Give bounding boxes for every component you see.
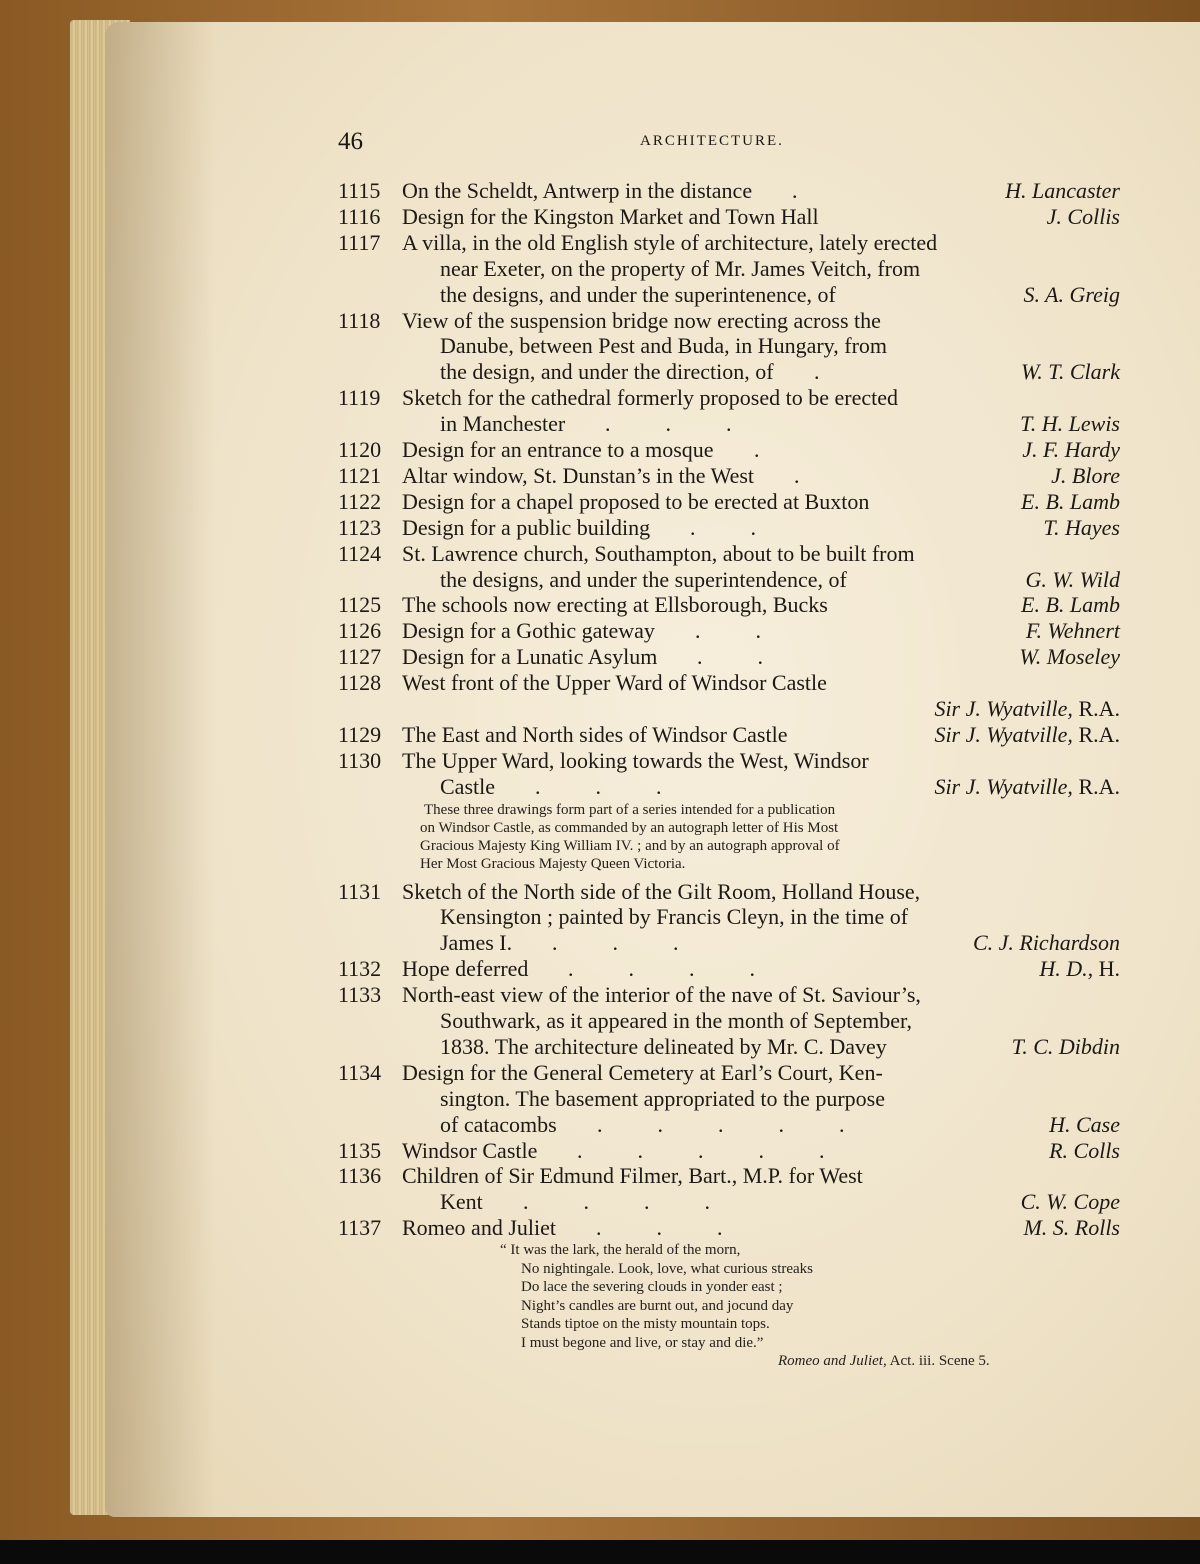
entry-title-text: View of the suspension bridge now erecting across the xyxy=(402,307,881,333)
entry-number: 1123 xyxy=(338,514,382,540)
leader-dots: . . . xyxy=(605,411,732,437)
entry-title-text: Southwark, as it appeared in the month of September, xyxy=(440,1008,913,1034)
leader-dots: . . . xyxy=(535,773,662,799)
entry-title-text: the designs, and under the superintenence, of xyxy=(440,281,836,307)
entry-title-text: Design for the General Cemetery at Earl’s Court, Ken- xyxy=(402,1059,883,1085)
author-name: E. B. Lamb xyxy=(1021,592,1120,618)
page-number: 46 xyxy=(338,128,363,155)
entry-number: 1115 xyxy=(338,178,381,203)
entry-line xyxy=(338,618,1120,644)
entry-number: 1129 xyxy=(338,721,382,747)
verse-line: Stands tiptoe on the misty mountain tops. xyxy=(521,1316,770,1333)
entry-line xyxy=(338,670,1120,696)
entry-line xyxy=(338,567,1120,593)
entry-line xyxy=(338,308,1120,334)
citation-title: Romeo and Juliet, xyxy=(778,1353,887,1370)
entry-line xyxy=(338,333,1120,359)
entry-line xyxy=(338,1215,1120,1241)
entry-number: 1128 xyxy=(338,670,382,696)
leader-dots: . . . xyxy=(552,930,679,956)
author-name: H. D., xyxy=(1039,956,1094,982)
entry-line xyxy=(338,1060,1120,1086)
author-name: Sir J. Wyatville, xyxy=(934,721,1073,747)
entry-author xyxy=(1012,1034,1120,1060)
entry-author xyxy=(1047,204,1120,230)
entry-number: 1117 xyxy=(338,229,381,255)
author-name: C. J. Richardson xyxy=(972,930,1120,956)
author-name: J. F. Hardy xyxy=(1022,437,1120,462)
entry-author xyxy=(1022,437,1120,463)
entry-author xyxy=(934,696,1120,722)
author-suffix: R.A. xyxy=(1078,773,1120,799)
entry-title-text: Design for a Lunatic Asylum xyxy=(402,644,658,670)
entry-title-text: in Manchester xyxy=(440,411,566,437)
note-line: Gracious Majesty King William IV. ; and by an autograph approval of xyxy=(420,837,840,854)
entry-line xyxy=(338,1086,1120,1112)
entry-line xyxy=(338,644,1120,670)
running-title: ARCHITECTURE. xyxy=(640,133,784,149)
entry-author xyxy=(1019,644,1120,670)
entry-number: 1137 xyxy=(338,1215,382,1241)
entry-author xyxy=(1049,1138,1120,1164)
entry-author xyxy=(1026,618,1120,644)
leader-dots: . . xyxy=(695,618,761,644)
entry-title-text: Romeo and Juliet xyxy=(402,1215,556,1241)
entry-number: 1125 xyxy=(338,592,382,618)
entry-title-text: The Upper Ward, looking towards the West, Windsor xyxy=(402,747,869,773)
leader-dots: . . xyxy=(690,514,756,540)
entry-title-text: St. Lawrence church, Southampton, about to be built from xyxy=(402,540,915,566)
entry-number: 1122 xyxy=(338,488,382,514)
entry-line xyxy=(338,592,1120,618)
entry-title-text: Design for a public building xyxy=(402,514,651,540)
author-name: G. W. Wild xyxy=(1025,566,1120,592)
entry-author xyxy=(1021,359,1120,385)
author-suffix: H. xyxy=(1098,956,1120,982)
author-name: E. B. Lamb xyxy=(1021,488,1120,514)
leader-dots: . . . xyxy=(596,1215,723,1241)
author-name: C. W. Cope xyxy=(1020,1189,1120,1215)
entry-line xyxy=(338,696,1120,722)
author-name: T. Hayes xyxy=(1043,514,1120,540)
entry-author xyxy=(973,930,1120,956)
entry-title-text: the design, and under the direction, of xyxy=(440,359,774,385)
entry-title-text: The East and North sides of Windsor Castle xyxy=(402,721,788,747)
entry-title-text: North-east view of the interior of the nave of St. Saviour’s, xyxy=(402,982,921,1008)
entry-author xyxy=(934,774,1120,800)
entry-title-text: Design for the Kingston Market and Town Hall xyxy=(402,203,819,229)
entry-number: 1132 xyxy=(338,956,382,982)
entry-line xyxy=(338,489,1120,515)
verse-line: I must begone and live, or stay and die.” xyxy=(521,1334,764,1351)
leader-dots: . . . . . xyxy=(577,1137,825,1163)
author-name: T. C. Dibdin xyxy=(1011,1033,1120,1059)
author-name: J. Collis xyxy=(1046,203,1120,229)
entry-line xyxy=(338,515,1120,541)
author-suffix: R.A. xyxy=(1078,721,1120,747)
author-name: H. Lancaster xyxy=(1005,178,1120,203)
leader-dots: . xyxy=(754,437,760,462)
verse-line: Night’s candles are burnt out, and jocund day xyxy=(521,1297,794,1314)
entry-number: 1136 xyxy=(338,1163,382,1189)
entry-line xyxy=(338,178,1120,204)
entry-number: 1120 xyxy=(338,437,382,462)
entry-title-text: Windsor Castle xyxy=(402,1137,538,1163)
entry-line xyxy=(338,774,1120,800)
author-name: H. Case xyxy=(1049,1111,1120,1137)
entry-line xyxy=(338,437,1120,463)
entry-number: 1121 xyxy=(338,462,382,488)
entry-number: 1127 xyxy=(338,644,382,670)
page-gutter-shadow xyxy=(105,22,215,1517)
entry-line xyxy=(338,385,1120,411)
entry-number: 1124 xyxy=(338,540,382,566)
entry-line xyxy=(338,956,1120,982)
entry-line xyxy=(338,1163,1120,1189)
leader-dots: . . . . . xyxy=(597,1111,845,1137)
entry-line xyxy=(338,282,1120,308)
entry-author xyxy=(1005,178,1120,204)
entry-title-text: Design for a chapel proposed to be erected at Buxton xyxy=(402,488,870,514)
entry-number: 1119 xyxy=(338,385,381,411)
entry-title-text: Danube, between Pest and Buda, in Hungary, from xyxy=(440,333,888,359)
leader-dots: . . . . xyxy=(568,956,755,982)
entry-line xyxy=(338,1112,1120,1138)
entry-title-text: Kensington ; painted by Francis Cleyn, in the time of xyxy=(440,904,909,930)
author-name: W. T. Clark xyxy=(1020,359,1120,385)
entry-line xyxy=(338,1189,1120,1215)
verse-line: Do lace the severing clouds in yonder east ; xyxy=(521,1279,783,1296)
entry-line xyxy=(338,904,1120,930)
leader-dots: . . xyxy=(697,644,763,670)
entry-line xyxy=(338,879,1120,905)
entry-number: 1126 xyxy=(338,618,382,644)
entry-line xyxy=(338,1138,1120,1164)
entry-line xyxy=(338,359,1120,385)
citation-act-scene: Act. iii. Scene 5. xyxy=(889,1353,990,1370)
quote-citation xyxy=(778,1353,990,1370)
entry-title-text: Sketch of the North side of the Gilt Room, Holland House, xyxy=(402,878,921,904)
entry-line xyxy=(338,411,1120,437)
entry-line xyxy=(338,230,1120,256)
entry-author xyxy=(1021,592,1120,618)
entry-author xyxy=(1049,1112,1120,1138)
author-name: S. A. Greig xyxy=(1023,281,1120,307)
author-name: Sir J. Wyatville, xyxy=(934,696,1073,721)
entry-author xyxy=(1043,515,1120,541)
leader-dots: . xyxy=(814,359,820,385)
note-line: on Windsor Castle, as commanded by an autograph letter of His Most xyxy=(420,819,839,836)
entry-title-text: Kent xyxy=(440,1189,483,1215)
author-name: M. S. Rolls xyxy=(1023,1215,1120,1241)
entry-line xyxy=(338,930,1120,956)
author-name: R. Colls xyxy=(1049,1137,1120,1163)
entry-title-text: On the Scheldt, Antwerp in the distance xyxy=(402,178,753,203)
verse-line: “ It was the lark, the herald of the morn, xyxy=(500,1242,741,1259)
entry-title-text: A villa, in the old English style of architecture, lately erected xyxy=(402,229,938,255)
note-line: Her Most Gracious Majesty Queen Victoria. xyxy=(420,855,686,872)
author-name: F. Wehnert xyxy=(1025,618,1120,644)
author-name: J. Blore xyxy=(1051,462,1120,488)
entry-title-text: Design for a Gothic gateway xyxy=(402,618,655,644)
entry-author xyxy=(1025,567,1120,593)
entry-author xyxy=(1023,1215,1120,1241)
entry-title-text: Altar window, St. Dunstan’s in the West xyxy=(402,462,755,488)
entry-author xyxy=(934,722,1120,748)
entry-author xyxy=(1020,411,1120,437)
entry-title-text: James I. xyxy=(440,930,513,956)
entry-number: 1130 xyxy=(338,747,382,773)
entry-title-text: Hope deferred xyxy=(402,956,529,982)
leader-dots: . xyxy=(794,462,800,488)
entry-author xyxy=(1021,489,1120,515)
entry-title-text: Sketch for the cathedral formerly proposed to be erected xyxy=(402,385,899,411)
author-suffix: R.A. xyxy=(1078,696,1120,721)
entry-line xyxy=(338,1034,1120,1060)
entry-title-text: West front of the Upper Ward of Windsor Castle xyxy=(402,670,827,696)
entry-author xyxy=(1023,282,1120,308)
entry-line xyxy=(338,463,1120,489)
entry-line xyxy=(338,204,1120,230)
entry-line xyxy=(338,722,1120,748)
entry-title-text: Castle xyxy=(440,773,495,799)
entry-title-text: near Exeter, on the property of Mr. James Veitch, from xyxy=(440,255,921,281)
entry-number: 1134 xyxy=(338,1059,382,1085)
entry-line xyxy=(338,748,1120,774)
leader-dots: . . . . xyxy=(523,1189,710,1215)
author-name: Sir J. Wyatville, xyxy=(934,773,1073,799)
entry-line xyxy=(338,541,1120,567)
entry-number: 1131 xyxy=(338,878,382,904)
entry-title-text: of catacombs xyxy=(440,1111,557,1137)
entry-title-text: the designs, and under the superintendence, of xyxy=(440,566,847,592)
note-line: These three drawings form part of a series intended for a publication xyxy=(424,801,836,818)
entry-title-text: Design for an entrance to a mosque xyxy=(402,437,714,462)
entry-number: 1116 xyxy=(338,203,381,229)
entry-number: 1135 xyxy=(338,1137,382,1163)
entry-number: 1133 xyxy=(338,982,382,1008)
entry-title-text: 1838. The architecture delineated by Mr. C. Davey xyxy=(440,1033,887,1059)
entry-author xyxy=(1039,956,1120,982)
leader-dots: . xyxy=(792,178,798,203)
entry-line xyxy=(338,982,1120,1008)
entry-title-text: Children of Sir Edmund Filmer, Bart., M.P. for West xyxy=(402,1163,863,1189)
entry-author xyxy=(1021,1189,1120,1215)
entry-title-text: The schools now erecting at Ellsborough, Bucks xyxy=(402,592,828,618)
verse-line: No nightingale. Look, love, what curious streaks xyxy=(521,1260,814,1277)
entry-line xyxy=(338,1008,1120,1034)
entry-line xyxy=(338,256,1120,282)
entry-author xyxy=(1051,463,1120,489)
author-name: T. H. Lewis xyxy=(1020,411,1120,437)
entry-number: 1118 xyxy=(338,307,381,333)
entry-title-text: sington. The basement appropriated to the purpose xyxy=(440,1085,885,1111)
author-name: W. Moseley xyxy=(1019,644,1120,670)
